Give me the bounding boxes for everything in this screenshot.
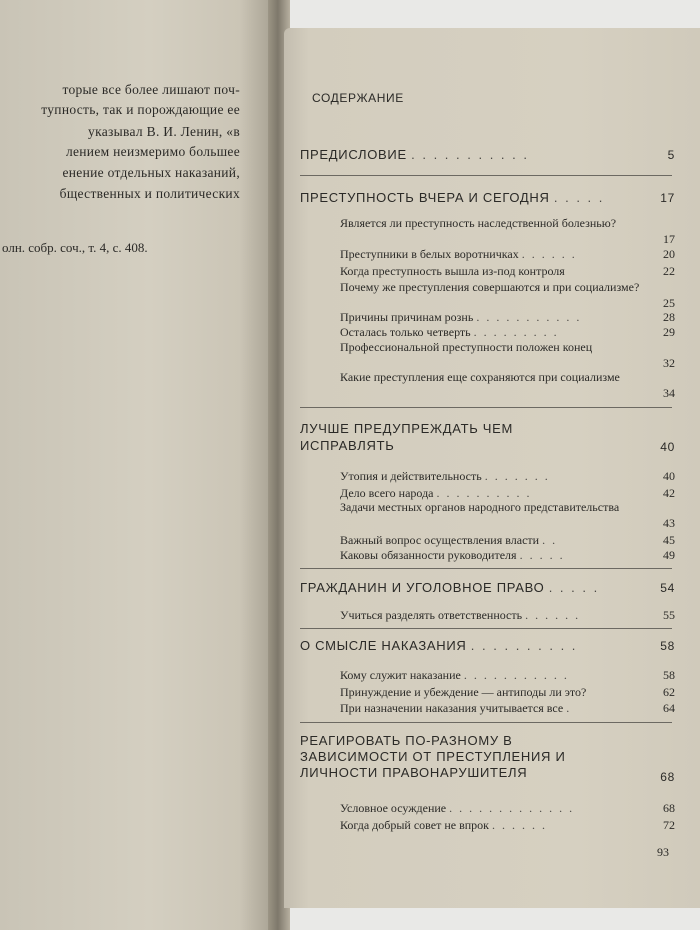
divider: [300, 722, 672, 723]
section-title: ПРЕСТУПНОСТЬ ВЧЕРА И СЕГОДНЯ: [300, 190, 550, 205]
leader-dots: . . . . . . . . . . .: [476, 310, 582, 324]
entry-title: Важный вопрос осуществления власти: [340, 533, 540, 547]
leader-dots: . . . . . .: [525, 608, 581, 622]
left-text-line: торые все более лишают поч-: [62, 82, 240, 97]
left-text-line: указывал В. И. Ленин, «в: [88, 124, 240, 139]
divider: [300, 628, 672, 629]
toc-entry: [340, 280, 675, 310]
entry-title: Дело всего народа: [340, 486, 434, 500]
entry-page: 62: [663, 685, 675, 699]
leader-dots: . . . . . . . . . .: [470, 638, 578, 653]
entry-title: Преступники в белых воротничках: [340, 247, 519, 261]
toc-section: [300, 190, 675, 205]
leader-dots: . . . . . .: [521, 247, 577, 261]
entry-title: Каковы обязанности руководителя: [340, 548, 517, 562]
entry-page: 34: [663, 386, 675, 400]
leader-dots: . . . . . . . . . . . . .: [449, 801, 575, 815]
entry-title: Принуждение и убеждение — антиподы ли это?: [340, 685, 587, 699]
section-title: РЕАГИРОВАТЬ ПО-РАЗНОМУ В ЗАВИСИМОСТИ ОТ ПРЕСТУПЛЕНИЯ И ЛИЧНОСТИ ПРАВОНАРУШИТЕЛЯ: [300, 733, 566, 780]
entry-page: 25: [663, 296, 675, 310]
left-text-line: бщественных и политических: [59, 186, 240, 201]
entry-title: Какие преступления еще сохраняются при социализме: [340, 370, 620, 384]
entry-title: Кому служит наказание: [340, 668, 461, 682]
toc-entry: [340, 310, 675, 324]
entry-title: Задачи местных органов народного представительства: [340, 500, 620, 514]
section-page: 17: [660, 191, 675, 205]
page-number: 93: [657, 845, 669, 859]
toc-entry: [340, 247, 675, 261]
left-text-line: лением неизмеримо большее: [65, 144, 240, 159]
entry-page: 68: [663, 801, 675, 815]
entry-page: 42: [663, 486, 675, 500]
entry-page: 64: [663, 701, 675, 715]
leader-dots: . . . . .: [553, 190, 605, 205]
entry-title: Утопия и действительность: [340, 469, 482, 483]
entry-page: 22: [663, 264, 675, 278]
divider: [300, 407, 672, 408]
leader-dots: . . . . . . .: [484, 469, 550, 483]
left-page: [0, 0, 272, 930]
toc-entry: [340, 685, 675, 699]
divider: [300, 568, 672, 569]
entry-page: 43: [663, 516, 675, 530]
entry-page: 29: [663, 325, 675, 339]
section-title: ГРАЖДАНИН И УГОЛОВНОЕ ПРАВО: [300, 580, 545, 595]
leader-dots: . .: [542, 533, 558, 547]
leader-dots: . . . . . . . . . . .: [411, 147, 529, 162]
leader-dots: . . . . . . . . .: [473, 325, 559, 339]
toc-entry: [340, 500, 675, 530]
section-page: 54: [660, 581, 675, 595]
section-title: ЛУЧШЕ ПРЕДУПРЕЖДАТЬ ЧЕМ ИСПРАВЛЯТЬ: [300, 421, 514, 453]
toc-entry: [340, 533, 675, 547]
entry-page: 45: [663, 533, 675, 547]
entry-title: Профессиональной преступности положен конец: [340, 340, 593, 354]
toc-entry: [340, 668, 675, 682]
entry-page: 17: [663, 232, 675, 246]
leader-dots: . . . . . . . . . .: [436, 486, 532, 500]
section-page: 5: [667, 148, 675, 162]
toc-entry: [340, 818, 675, 832]
left-footnote: олн. собр. соч., т. 4, с. 408.: [2, 240, 148, 255]
toc-entry: [340, 325, 675, 339]
toc-section: [300, 638, 675, 653]
toc-section: [300, 420, 675, 456]
divider: [300, 175, 672, 176]
toc-entry: [340, 608, 675, 622]
toc-section: [300, 580, 675, 595]
entry-title: Почему же преступления совершаются и при социализме?: [340, 280, 640, 294]
entry-page: 58: [663, 668, 675, 682]
toc-section: [300, 147, 675, 162]
entry-page: 40: [663, 469, 675, 483]
section-page: 58: [660, 639, 675, 653]
entry-title: Учиться разделять ответственность: [340, 608, 523, 622]
toc-entry: [340, 340, 675, 370]
leader-dots: . . . . . .: [492, 818, 548, 832]
section-title: О СМЫСЛЕ НАКАЗАНИЯ: [300, 638, 467, 653]
toc-entry: [340, 801, 675, 815]
entry-title: Причины причинам рознь: [340, 310, 474, 324]
left-text-line: енение отдельных наказаний,: [62, 165, 240, 180]
entry-title: Когда преступность вышла из-под контроля: [340, 264, 565, 278]
section-page: 68: [660, 770, 675, 784]
toc-entry: [340, 264, 675, 278]
leader-dots: . . . . .: [548, 580, 600, 595]
toc-entry: [340, 548, 675, 562]
entry-title: Условное осуждение: [340, 801, 447, 815]
section-title: ПРЕДИСЛОВИЕ: [300, 147, 407, 162]
entry-page: 32: [663, 356, 675, 370]
entry-title: Когда добрый совет не впрок: [340, 818, 490, 832]
leader-dots: . . . . . . . . . . .: [463, 668, 569, 682]
entry-page: 72: [663, 818, 675, 832]
section-page: 40: [660, 440, 675, 454]
leader-dots: . . . . .: [519, 548, 565, 562]
toc-heading: СОДЕРЖАНИЕ: [312, 91, 404, 105]
entry-page: 28: [663, 310, 675, 324]
toc-entry: [340, 370, 675, 400]
entry-page: 55: [663, 608, 675, 622]
toc-entry: [340, 216, 675, 246]
entry-page: 20: [663, 247, 675, 261]
leader-dots: .: [566, 701, 572, 715]
left-text-line: тупность, так и порождающие ее: [41, 102, 240, 117]
toc-entry: [340, 701, 675, 715]
entry-title: При назначении наказания учитывается все: [340, 701, 564, 715]
toc-entry: [340, 469, 675, 483]
toc-entry: [340, 486, 675, 500]
toc-section: [300, 733, 675, 785]
entry-title: Является ли преступность наследственной болезнью?: [340, 216, 617, 230]
entry-title: Осталась только четверть: [340, 325, 471, 339]
entry-page: 49: [663, 548, 675, 562]
